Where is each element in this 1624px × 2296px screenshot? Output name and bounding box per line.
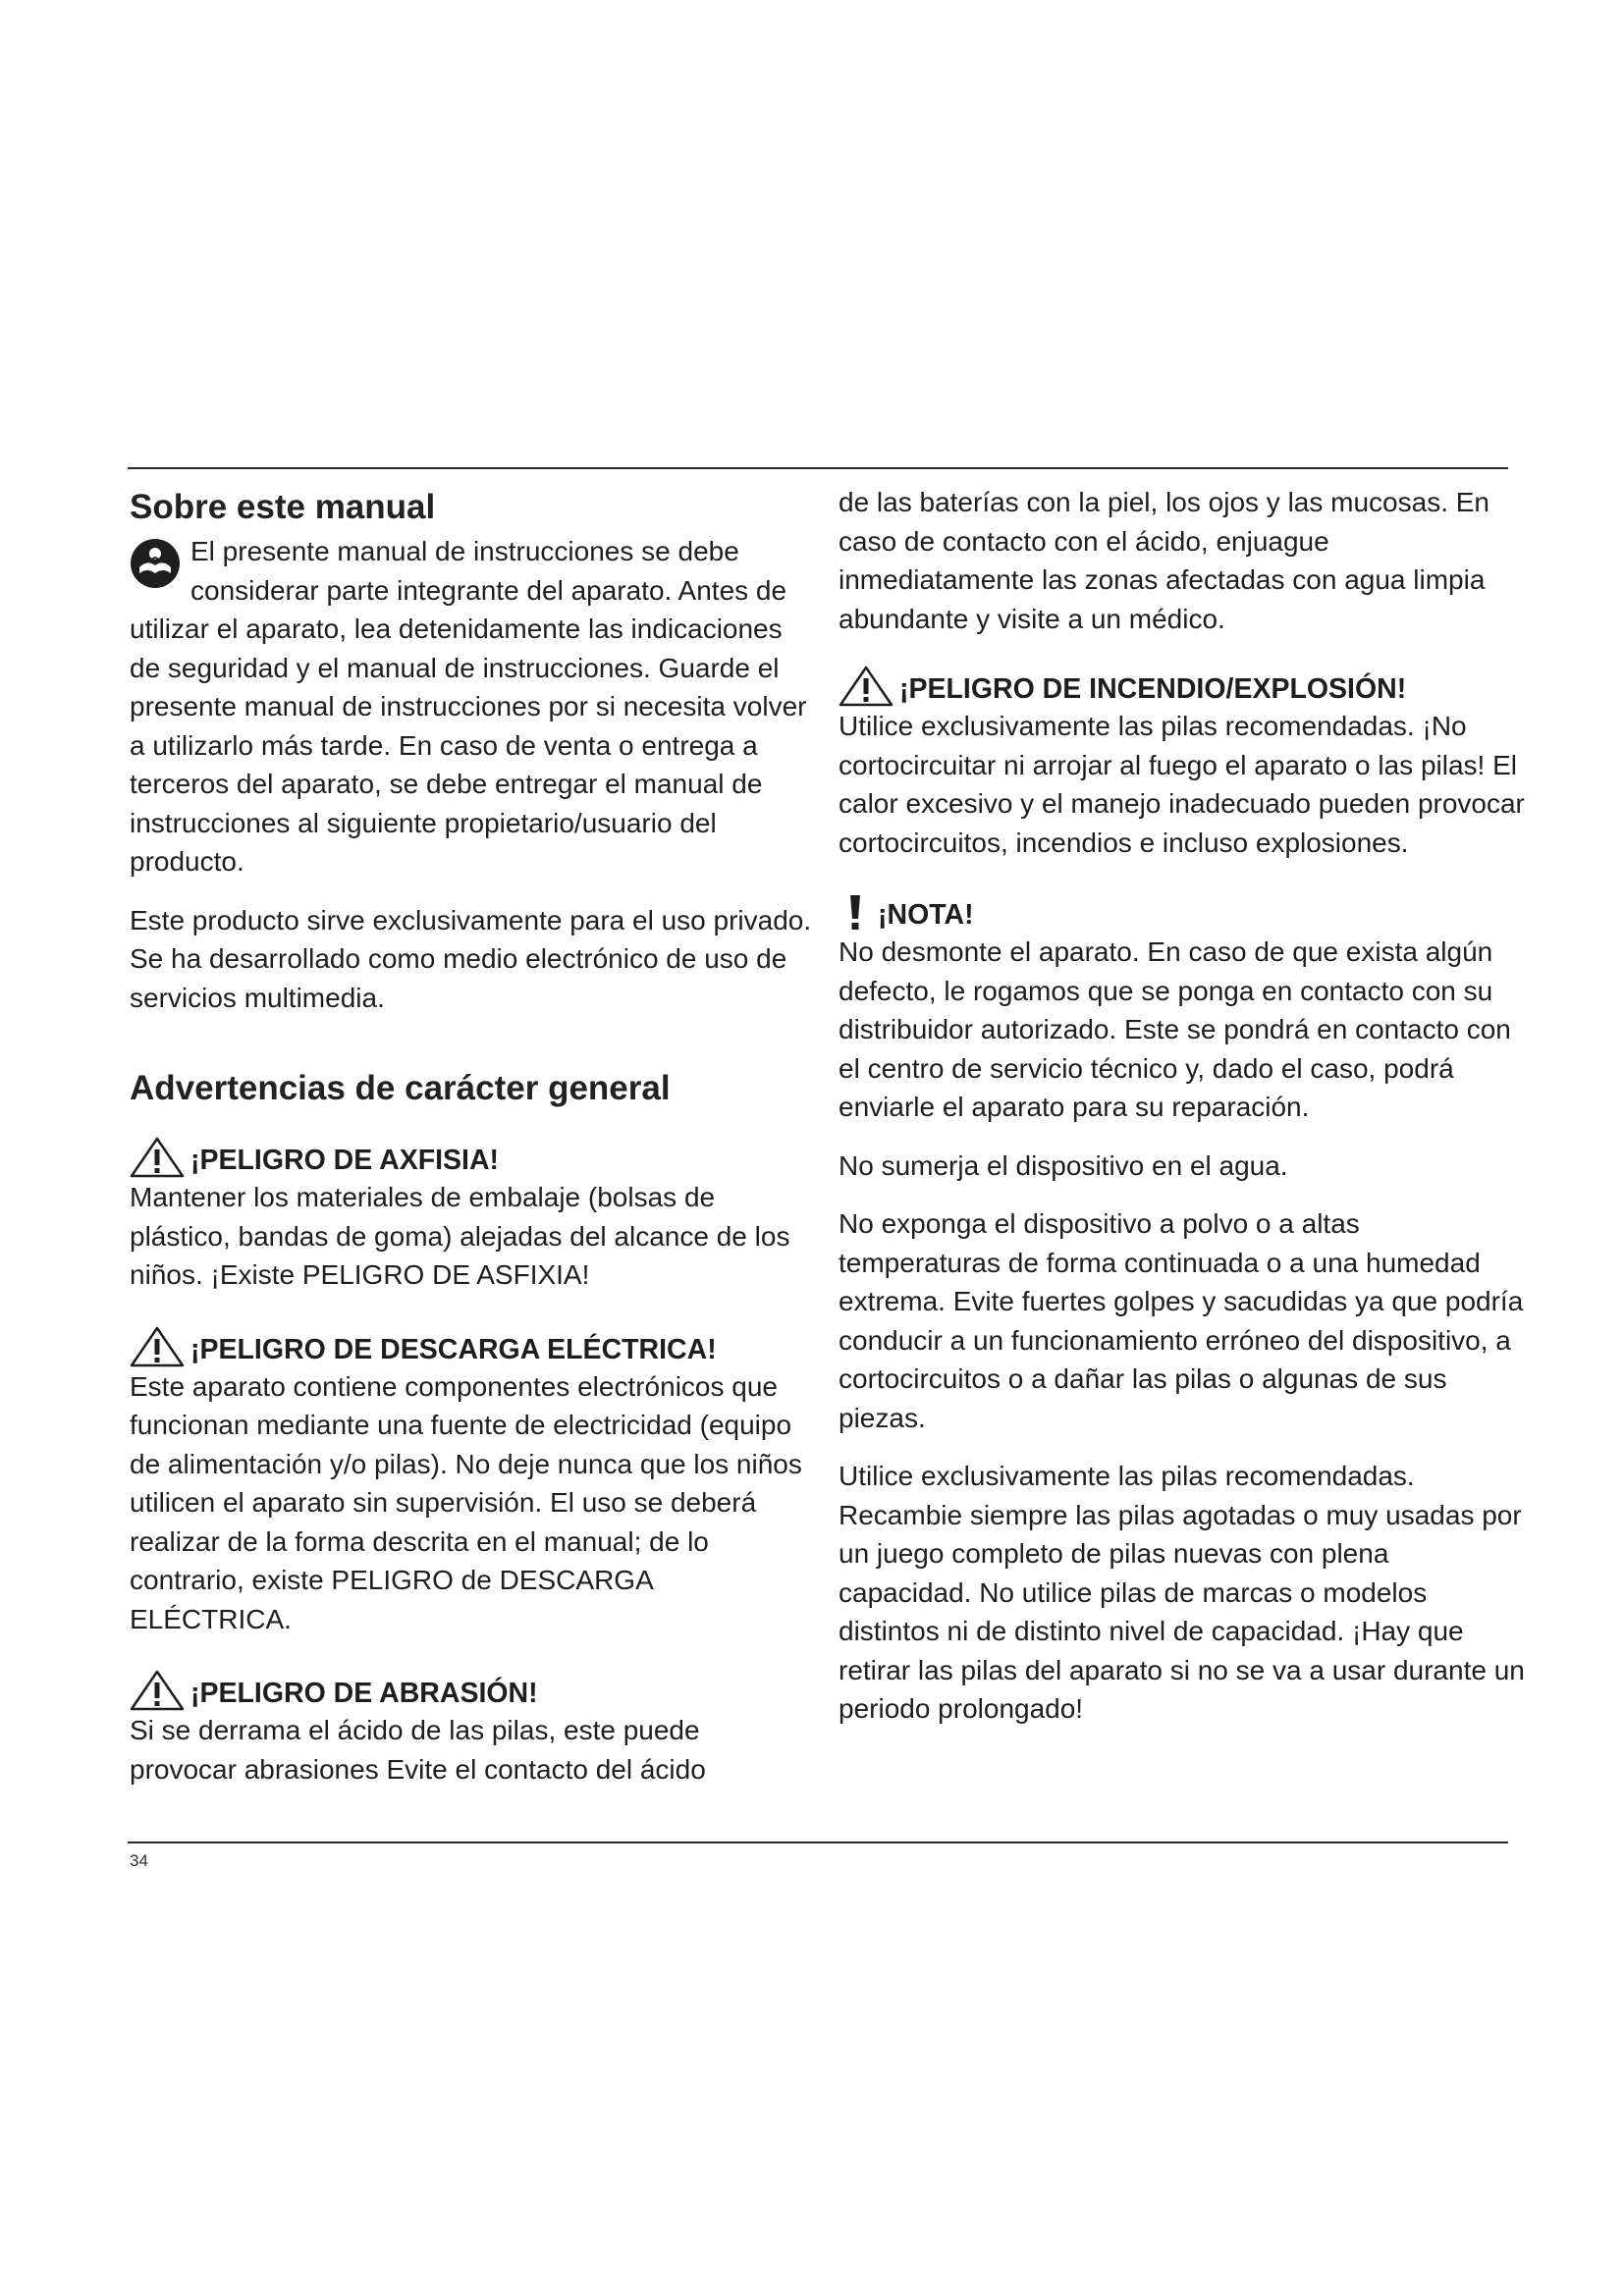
warning-abrasion-title: ¡PELIGRO DE ABRASIÓN! xyxy=(190,1678,538,1709)
exclamation-icon xyxy=(844,893,866,933)
warning-asphyxia-text: Mantener los materiales de embalaje (bolsas de plástico, bandas de goma) alejadas del alcance de los niños. ¡Existe PELIGRO DE ASFIXIA! xyxy=(130,1182,790,1290)
warning-fire-title: ¡PELIGRO DE INCENDIO/EXPLOSIÓN! xyxy=(899,673,1407,705)
warning-triangle-icon xyxy=(839,666,893,707)
warning-asphyxia-title: ¡PELIGRO DE AXFISIA! xyxy=(190,1145,500,1176)
warning-abrasion-text: Si se derrama el ácido de las pilas, este puede provocar abrasiones Evite el contacto del ácido xyxy=(130,1715,706,1785)
manual-paragraph: El presente manual de instrucciones se debe considerar parte integrante del aparato. Antes de utilizar el aparato, lea detenidamente las indicaciones de seguridad y el manual de instrucciones. Guarde el presente manual de instrucciones por si necesita volver a utilizarlo más tarde. En caso de venta o entrega a terceros del aparato, se debe entregar el manual de instrucciones al siguiente propietario/usuario del producto. xyxy=(130,536,807,877)
note-title: ¡NOTA! xyxy=(878,899,974,931)
manual-section xyxy=(130,532,813,881)
note-text: No desmonte el aparato. En caso de que exista algún defecto, le rogamos que se ponga en contacto con su distribuidor autorizado. Este se pondrá en contacto con el centro de servicio técnico y, dado el caso, podrá enviarle el aparato para su reparación. xyxy=(839,936,1511,1122)
top-rule xyxy=(128,467,1508,469)
warning-fire-text: Utilice exclusivamente las pilas recomendadas. ¡No cortocircuitar ni arrojar al fuego el aparato o las pilas! El calor excesivo y el manejo inadecuado pueden provocar cortocircuitos, incendios e incluso explosiones. xyxy=(839,711,1525,858)
warning-electric-title: ¡PELIGRO DE DESCARGA ELÉCTRICA! xyxy=(190,1333,717,1365)
warning-abrasion-header xyxy=(130,1668,813,1711)
warning-electric-text: Este aparato contiene componentes electrónicos que funcionan mediante una fuente de electricidad (equipo de alimentación y/o pilas). No deje nunca que los niños utilicen el aparato sin supervisión. El uso se deberá realizar de la forma descrita en el manual; de lo contrario, existe PELIGRO de DESCARGA ELÉCTRICA. xyxy=(130,1370,802,1634)
use-paragraph: Este producto sirve exclusivamente para el uso privado. Se ha desarrollado como medio electrónico de uso de servicios multimedia. xyxy=(130,904,812,1013)
warning-triangle-icon xyxy=(130,1326,185,1367)
abrasion-continued-text: de las baterías con la piel, los ojos y las mucosas. En caso de contacto con el ácido, enjuague inmediatamente las zonas afectadas con agua limpia abundante y visite a un médico. xyxy=(839,487,1490,634)
warning-fire-header xyxy=(839,664,1528,707)
right-column xyxy=(839,483,1528,1729)
read-manual-icon xyxy=(130,538,181,589)
note-header xyxy=(839,889,1528,933)
warning-triangle-icon xyxy=(130,1670,185,1711)
warning-electric-header xyxy=(130,1324,813,1367)
left-column xyxy=(130,483,813,1789)
warning-asphyxia-header xyxy=(130,1135,813,1178)
batteries-text: Utilice exclusivamente las pilas recomendadas. Recambie siempre las pilas agotadas o muy usadas por un juego completo de pilas nuevas con plena capacidad. No utilice pilas de marcas o modelos distintos ni de distinto nivel de capacidad. ¡Hay que retirar las pilas del aparato si no se va a usar durante un periodo prolongado! xyxy=(839,1461,1525,1724)
heading-about-manual: Sobre este manual xyxy=(130,488,436,526)
bottom-rule xyxy=(128,1842,1508,1843)
heading-general-warnings: Advertencias de carácter general xyxy=(130,1069,671,1107)
water-text: No sumerja el dispositivo en el agua. xyxy=(839,1149,1288,1181)
page-number: 34 xyxy=(130,1851,148,1870)
dust-text: No exponga el dispositivo a polvo o a altas temperaturas de forma continuada o a una humedad extrema. Evite fuertes golpes y sacudidas ya que podría conducir a un funcionamiento erróneo del dispositivo, a cortocircuitos o a dañar las pilas o algunas de sus piezas. xyxy=(839,1208,1524,1433)
warning-triangle-icon xyxy=(130,1137,185,1178)
